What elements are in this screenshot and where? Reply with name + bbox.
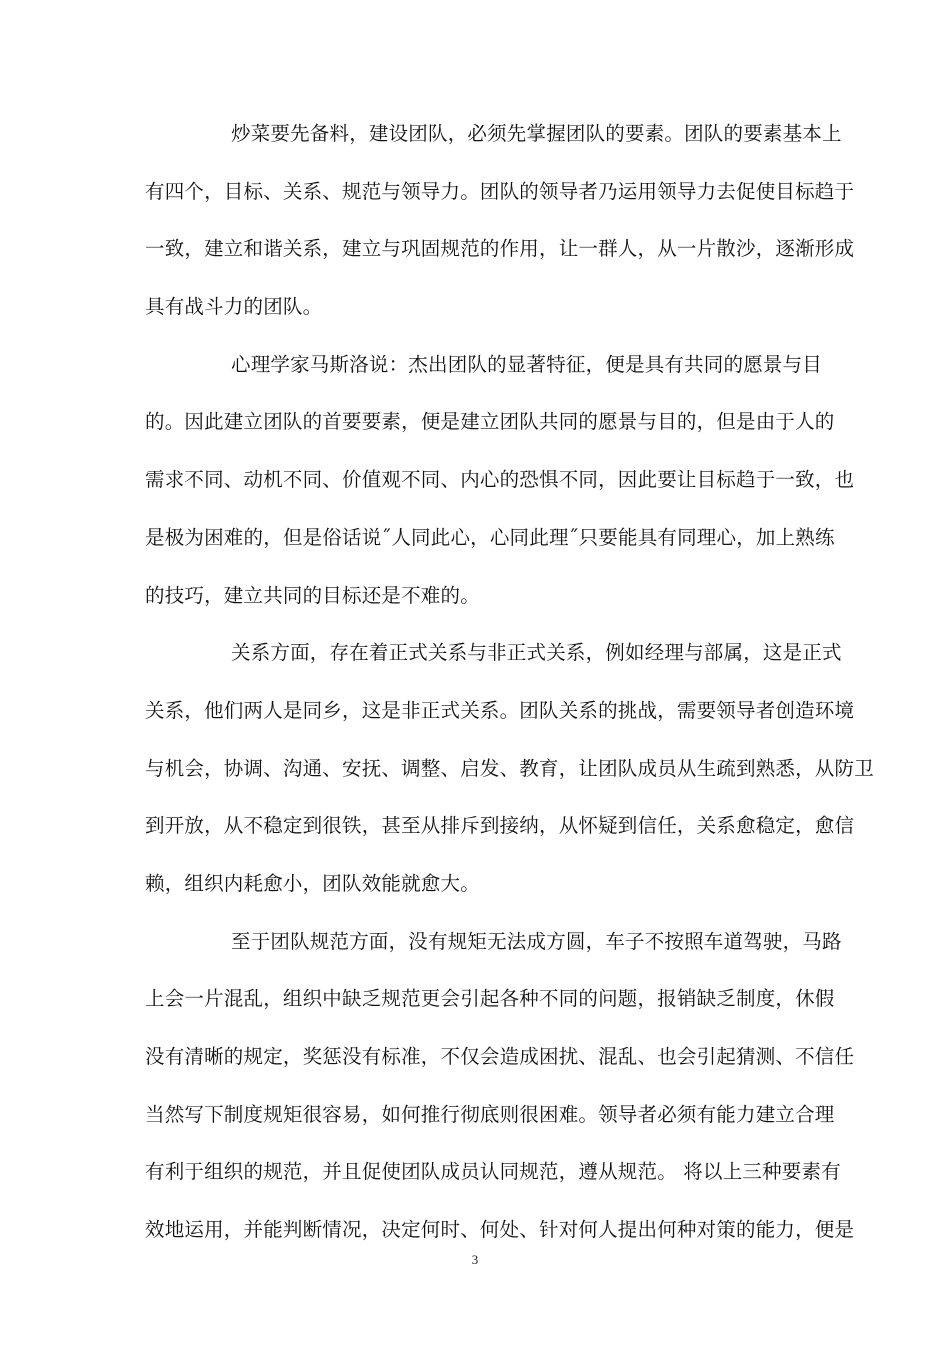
text-line: 需求不同、动机不同、价值观不同、内心的恐惧不同，因此要让目标趋于一致，也	[145, 468, 855, 492]
page-number: 3	[471, 1252, 479, 1267]
text-line: 至于团队规范方面，没有规矩无法成方圆，车子不按照车道驾驶，马路	[231, 929, 842, 953]
text-line: 没有清晰的规定，奖惩没有标准，不仅会造成困扰、混乱、也会引起猜测、不信任	[145, 1045, 855, 1068]
text-line: 效地运用，并能判断情况，决定何时、何处、针对何人提出何种对策的能力，便是	[145, 1218, 855, 1242]
text-line: 关系方面，存在着正式关系与非正式关系，例如经理与部属，这是正式	[231, 641, 842, 665]
paragraph-shared-vision	[145, 347, 855, 635]
text-line: 炒菜要先备料，建设团队，必须先掌握团队的要素。团队的要素基本上	[231, 122, 842, 145]
text-line: 是极为困难的，但是俗话说˝人同此心，心同此理˝只要能具有同理心，加上熟练	[145, 525, 835, 549]
text-line: 一致，建立和谐关系，建立与巩固规范的作用，让一群人，从一片散沙，逐渐形成	[145, 237, 855, 261]
text-line: 关系，他们两人是同乡，这是非正式关系。团队关系的挑战，需要领导者创造环境	[145, 698, 855, 722]
text-line: 到开放，从不稳定到很铁，甚至从排斥到接纳，从怀疑到信任，关系愈稳定，愈信	[145, 814, 855, 838]
text-line: 当然写下制度规矩很容易，如何推行彻底则很困难。领导者必须有能力建立合理	[145, 1102, 835, 1126]
paragraph-team-elements	[145, 116, 855, 347]
text-line: 有四个，目标、关系、规范与领导力。团队的领导者乃运用领导力去促使目标趋于	[145, 179, 855, 203]
text-line: 上会一片混乱，组织中缺乏规范更会引起各种不同的问题，报销缺乏制度，休假	[145, 987, 835, 1011]
text-line: 有利于组织的规范，并且促使团队成员认同规范，遵从规范。 将以上三种要素有	[145, 1160, 841, 1184]
text-line: 与机会，协调、沟通、安抚、调整、启发、教育，让团队成员从生疏到熟悉，从防卫	[145, 756, 874, 780]
paragraph-relationships	[145, 635, 874, 923]
text-line: 心理学家马斯洛说：杰出团队的显著特征，便是具有共同的愿景与目	[231, 352, 823, 376]
text-line: 赖，组织内耗愈小，团队效能就愈大。	[145, 871, 480, 895]
text-line: 具有战斗力的团队。	[145, 295, 323, 319]
body-text	[145, 116, 874, 1270]
text-line: 的。因此建立团队的首要要素，便是建立团队共同的愿景与目的，但是由于人的	[145, 410, 835, 434]
paragraph-norms	[145, 924, 855, 1270]
text-line: 的技巧，建立共同的目标还是不难的。	[145, 583, 480, 607]
